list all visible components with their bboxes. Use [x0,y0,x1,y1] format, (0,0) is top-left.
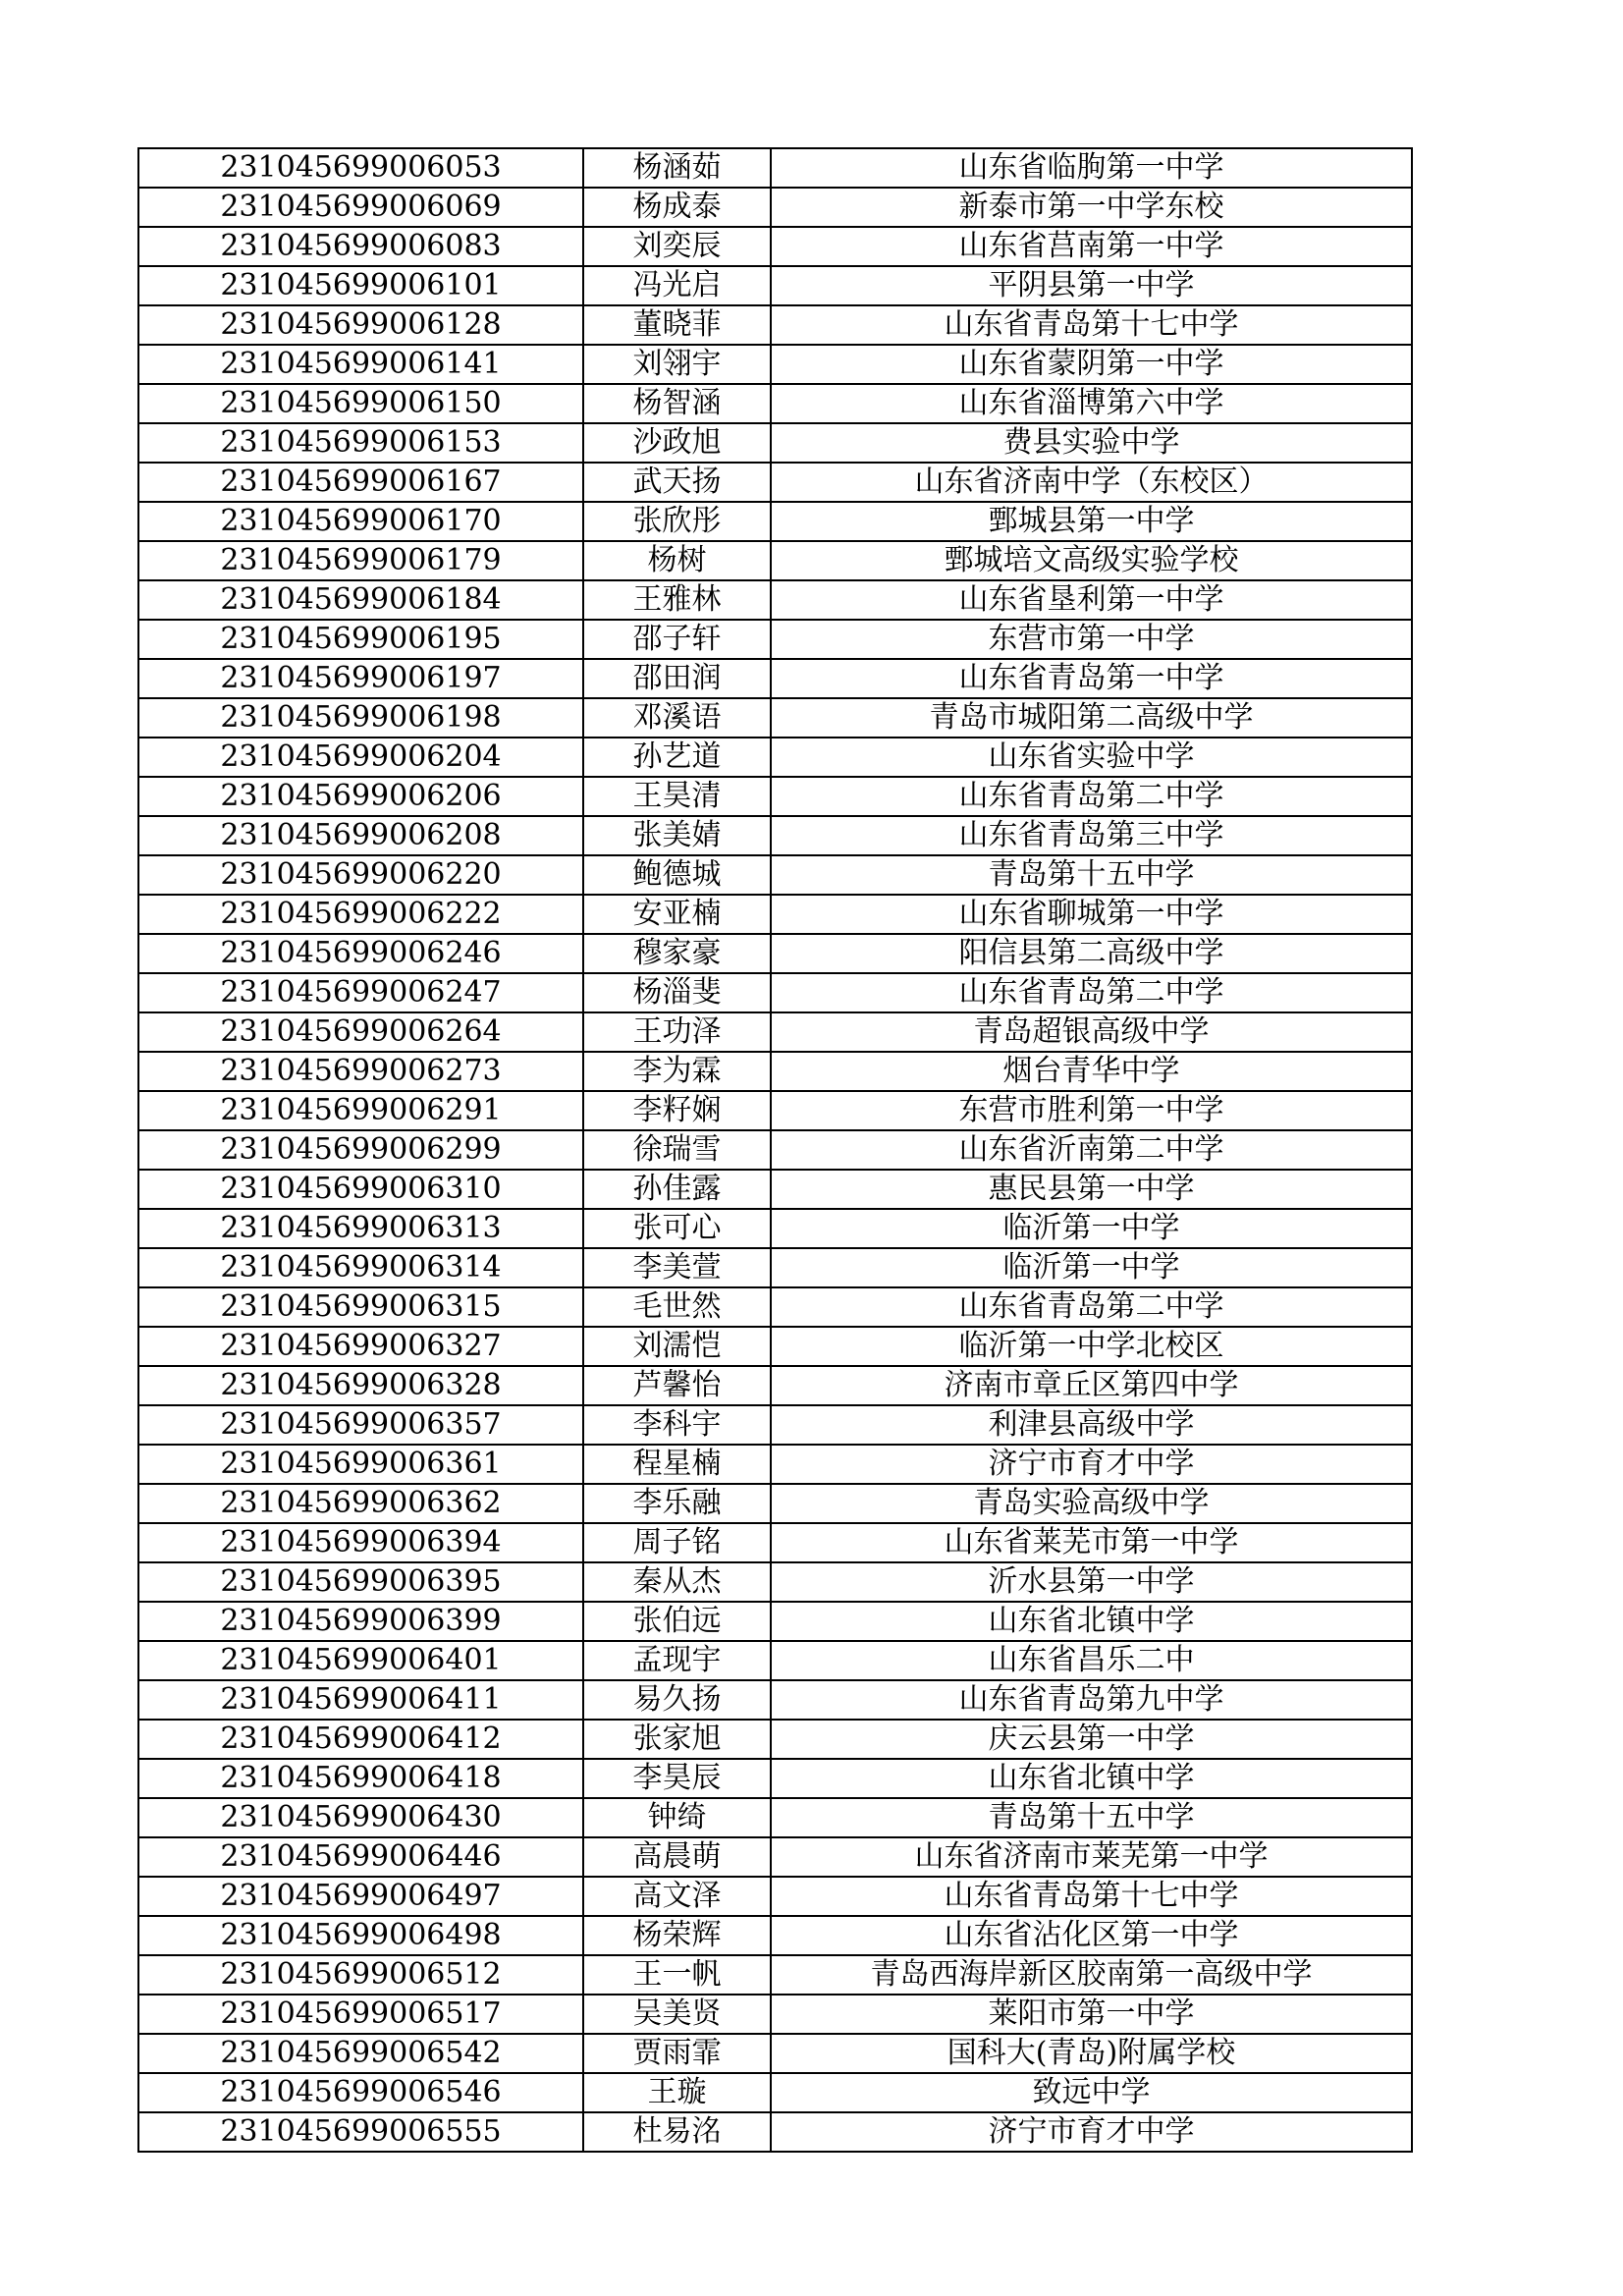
exam-id-cell: 231045699006357 [138,1405,583,1445]
table-row [138,266,1412,305]
school-name-cell: 青岛第十五中学 [771,855,1412,895]
table-row [138,777,1412,816]
roster-body [138,148,1412,2152]
student-name-cell: 鲍德城 [583,855,771,895]
exam-id-cell: 231045699006291 [138,1091,583,1130]
exam-id-cell: 231045699006264 [138,1012,583,1052]
student-name-cell: 李籽娴 [583,1091,771,1130]
exam-id-cell: 231045699006170 [138,502,583,541]
student-name-cell: 杨淄斐 [583,973,771,1012]
student-name-cell: 李美萱 [583,1248,771,1287]
table-row [138,738,1412,777]
school-name-cell: 烟台青华中学 [771,1052,1412,1091]
exam-id-cell: 231045699006167 [138,463,583,502]
exam-id-cell: 231045699006179 [138,541,583,580]
student-name-cell: 张欣彤 [583,502,771,541]
table-row [138,1562,1412,1602]
school-name-cell: 利津县高级中学 [771,1405,1412,1445]
exam-id-cell: 231045699006206 [138,777,583,816]
table-row [138,1877,1412,1916]
school-name-cell: 新泰市第一中学东校 [771,188,1412,227]
school-name-cell: 山东省青岛第二中学 [771,777,1412,816]
table-row [138,188,1412,227]
table-row [138,1995,1412,2034]
student-name-cell: 张可心 [583,1209,771,1248]
school-name-cell: 山东省实验中学 [771,738,1412,777]
table-row [138,1209,1412,1248]
student-name-cell: 刘濡恺 [583,1327,771,1366]
table-row [138,580,1412,620]
table-row [138,1405,1412,1445]
student-name-cell: 孙佳露 [583,1170,771,1209]
exam-id-cell: 231045699006220 [138,855,583,895]
table-row [138,1248,1412,1287]
school-name-cell: 青岛西海岸新区胶南第一高级中学 [771,1955,1412,1995]
exam-id-cell: 231045699006555 [138,2112,583,2152]
table-row [138,1955,1412,1995]
student-name-cell: 李乐融 [583,1484,771,1523]
table-row [138,423,1412,463]
school-name-cell: 沂水县第一中学 [771,1562,1412,1602]
student-name-cell: 毛世然 [583,1287,771,1327]
student-name-cell: 孟现宇 [583,1641,771,1680]
table-row [138,227,1412,266]
school-name-cell: 山东省临朐第一中学 [771,148,1412,188]
table-row [138,1523,1412,1562]
school-name-cell: 费县实验中学 [771,423,1412,463]
exam-id-cell: 231045699006512 [138,1955,583,1995]
student-name-cell: 沙政旭 [583,423,771,463]
table-row [138,1327,1412,1366]
school-name-cell: 庆云县第一中学 [771,1720,1412,1759]
table-row [138,1484,1412,1523]
table-row [138,502,1412,541]
exam-id-cell: 231045699006498 [138,1916,583,1955]
exam-id-cell: 231045699006446 [138,1837,583,1877]
student-name-cell: 邓溪语 [583,698,771,738]
exam-id-cell: 231045699006411 [138,1680,583,1720]
school-name-cell: 山东省北镇中学 [771,1759,1412,1798]
exam-id-cell: 231045699006328 [138,1366,583,1405]
student-name-cell: 李为霖 [583,1052,771,1091]
student-name-cell: 武天扬 [583,463,771,502]
school-name-cell: 青岛市城阳第二高级中学 [771,698,1412,738]
school-name-cell: 山东省沂南第二中学 [771,1130,1412,1170]
school-name-cell: 平阴县第一中学 [771,266,1412,305]
student-name-cell: 冯光启 [583,266,771,305]
school-name-cell: 山东省青岛第二中学 [771,973,1412,1012]
exam-id-cell: 231045699006247 [138,973,583,1012]
school-name-cell: 山东省莱芜市第一中学 [771,1523,1412,1562]
school-name-cell: 国科大(青岛)附属学校 [771,2034,1412,2073]
student-name-cell: 杜易洺 [583,2112,771,2152]
exam-id-cell: 231045699006197 [138,659,583,698]
table-row [138,698,1412,738]
table-row [138,463,1412,502]
student-name-cell: 秦从杰 [583,1562,771,1602]
table-row [138,1641,1412,1680]
school-name-cell: 惠民县第一中学 [771,1170,1412,1209]
exam-id-cell: 231045699006198 [138,698,583,738]
table-row [138,1366,1412,1405]
student-name-cell: 邵田润 [583,659,771,698]
exam-id-cell: 231045699006315 [138,1287,583,1327]
roster-table [137,147,1413,2153]
exam-id-cell: 231045699006399 [138,1602,583,1641]
student-name-cell: 吴美贤 [583,1995,771,2034]
school-name-cell: 山东省青岛第三中学 [771,816,1412,855]
student-name-cell: 董晓菲 [583,305,771,345]
table-row [138,934,1412,973]
student-name-cell: 贾雨霏 [583,2034,771,2073]
school-name-cell: 致远中学 [771,2073,1412,2112]
table-row [138,1012,1412,1052]
table-row [138,1445,1412,1484]
table-row [138,1170,1412,1209]
exam-id-cell: 231045699006184 [138,580,583,620]
school-name-cell: 山东省垦利第一中学 [771,580,1412,620]
school-name-cell: 临沂第一中学 [771,1248,1412,1287]
student-name-cell: 高文泽 [583,1877,771,1916]
school-name-cell: 鄄城县第一中学 [771,502,1412,541]
school-name-cell: 山东省青岛第十七中学 [771,305,1412,345]
student-name-cell: 张家旭 [583,1720,771,1759]
school-name-cell: 济宁市育才中学 [771,2112,1412,2152]
exam-id-cell: 231045699006153 [138,423,583,463]
school-name-cell: 山东省青岛第九中学 [771,1680,1412,1720]
student-name-cell: 钟绮 [583,1798,771,1837]
exam-id-cell: 231045699006497 [138,1877,583,1916]
exam-id-cell: 231045699006053 [138,148,583,188]
student-name-cell: 徐瑞雪 [583,1130,771,1170]
table-row [138,2112,1412,2152]
school-name-cell: 济南市章丘区第四中学 [771,1366,1412,1405]
exam-id-cell: 231045699006208 [138,816,583,855]
exam-id-cell: 231045699006150 [138,384,583,423]
student-name-cell: 芦馨怡 [583,1366,771,1405]
student-name-cell: 王雅林 [583,580,771,620]
school-name-cell: 鄄城培文高级实验学校 [771,541,1412,580]
school-name-cell: 临沂第一中学 [771,1209,1412,1248]
student-name-cell: 穆家豪 [583,934,771,973]
school-name-cell: 山东省青岛第二中学 [771,1287,1412,1327]
student-name-cell: 杨成泰 [583,188,771,227]
student-name-cell: 安亚楠 [583,895,771,934]
exam-id-cell: 231045699006395 [138,1562,583,1602]
exam-id-cell: 231045699006128 [138,305,583,345]
exam-id-cell: 231045699006361 [138,1445,583,1484]
table-row [138,1602,1412,1641]
school-name-cell: 青岛超银高级中学 [771,1012,1412,1052]
table-row [138,2034,1412,2073]
student-name-cell: 邵子轩 [583,620,771,659]
exam-id-cell: 231045699006542 [138,2034,583,2073]
exam-id-cell: 231045699006394 [138,1523,583,1562]
exam-id-cell: 231045699006313 [138,1209,583,1248]
school-name-cell: 山东省济南中学（东校区） [771,463,1412,502]
exam-id-cell: 231045699006314 [138,1248,583,1287]
student-name-cell: 高晨萌 [583,1837,771,1877]
exam-id-cell: 231045699006246 [138,934,583,973]
school-name-cell: 山东省沾化区第一中学 [771,1916,1412,1955]
school-name-cell: 山东省青岛第十七中学 [771,1877,1412,1916]
school-name-cell: 阳信县第二高级中学 [771,934,1412,973]
exam-id-cell: 231045699006546 [138,2073,583,2112]
table-row [138,384,1412,423]
exam-id-cell: 231045699006362 [138,1484,583,1523]
student-name-cell: 李科宇 [583,1405,771,1445]
exam-id-cell: 231045699006430 [138,1798,583,1837]
school-name-cell: 山东省淄博第六中学 [771,384,1412,423]
student-name-cell: 杨智涵 [583,384,771,423]
table-row [138,1720,1412,1759]
school-name-cell: 青岛第十五中学 [771,1798,1412,1837]
school-name-cell: 东营市胜利第一中学 [771,1091,1412,1130]
table-row [138,1798,1412,1837]
school-name-cell: 山东省青岛第一中学 [771,659,1412,698]
school-name-cell: 山东省聊城第一中学 [771,895,1412,934]
exam-id-cell: 231045699006069 [138,188,583,227]
exam-id-cell: 231045699006299 [138,1130,583,1170]
student-name-cell: 王昊清 [583,777,771,816]
student-name-cell: 刘奕辰 [583,227,771,266]
table-row [138,895,1412,934]
school-name-cell: 山东省蒙阴第一中学 [771,345,1412,384]
exam-id-cell: 231045699006083 [138,227,583,266]
exam-id-cell: 231045699006412 [138,1720,583,1759]
table-row [138,305,1412,345]
school-name-cell: 山东省北镇中学 [771,1602,1412,1641]
student-name-cell: 杨涵茹 [583,148,771,188]
exam-id-cell: 231045699006517 [138,1995,583,2034]
school-name-cell: 青岛实验高级中学 [771,1484,1412,1523]
exam-id-cell: 231045699006222 [138,895,583,934]
table-row [138,1130,1412,1170]
student-name-cell: 王功泽 [583,1012,771,1052]
student-name-cell: 杨树 [583,541,771,580]
table-row [138,1837,1412,1877]
student-name-cell: 王璇 [583,2073,771,2112]
student-name-cell: 孙艺道 [583,738,771,777]
table-row [138,541,1412,580]
student-name-cell: 易久扬 [583,1680,771,1720]
student-name-cell: 周子铭 [583,1523,771,1562]
table-row [138,620,1412,659]
table-row [138,973,1412,1012]
school-name-cell: 山东省昌乐二中 [771,1641,1412,1680]
table-row [138,148,1412,188]
table-row [138,1759,1412,1798]
table-row [138,345,1412,384]
school-name-cell: 东营市第一中学 [771,620,1412,659]
exam-id-cell: 231045699006310 [138,1170,583,1209]
exam-id-cell: 231045699006101 [138,266,583,305]
table-row [138,855,1412,895]
exam-id-cell: 231045699006418 [138,1759,583,1798]
table-row [138,1052,1412,1091]
student-name-cell: 张美婧 [583,816,771,855]
table-row [138,1091,1412,1130]
exam-id-cell: 231045699006141 [138,345,583,384]
table-row [138,659,1412,698]
student-name-cell: 刘翎宇 [583,345,771,384]
exam-id-cell: 231045699006195 [138,620,583,659]
school-name-cell: 山东省济南市莱芜第一中学 [771,1837,1412,1877]
student-name-cell: 张伯远 [583,1602,771,1641]
table-row [138,1680,1412,1720]
table-row [138,1916,1412,1955]
school-name-cell: 莱阳市第一中学 [771,1995,1412,2034]
table-row [138,816,1412,855]
exam-id-cell: 231045699006401 [138,1641,583,1680]
table-row [138,2073,1412,2112]
exam-id-cell: 231045699006273 [138,1052,583,1091]
student-name-cell: 程星楠 [583,1445,771,1484]
school-name-cell: 山东省莒南第一中学 [771,227,1412,266]
student-name-cell: 王一帆 [583,1955,771,1995]
school-name-cell: 济宁市育才中学 [771,1445,1412,1484]
student-name-cell: 杨荣辉 [583,1916,771,1955]
exam-id-cell: 231045699006204 [138,738,583,777]
student-name-cell: 李昊辰 [583,1759,771,1798]
school-name-cell: 临沂第一中学北校区 [771,1327,1412,1366]
table-row [138,1287,1412,1327]
exam-id-cell: 231045699006327 [138,1327,583,1366]
